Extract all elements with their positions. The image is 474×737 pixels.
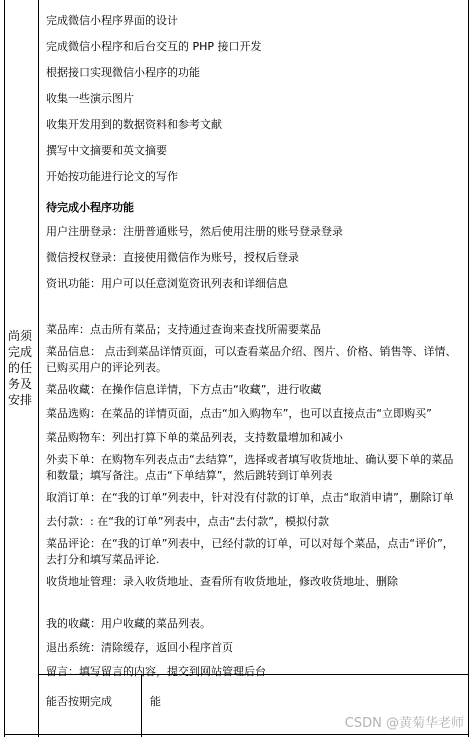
feature-item: 我的收藏：用户收藏的菜品列表。	[46, 617, 211, 630]
section-title: 待完成小程序功能	[46, 201, 134, 214]
feature-item: 收货地址管理：录入收货地址、查看所有收货地址，修改收货地址、删除	[46, 575, 398, 588]
feature-item: 菜品信息： 点击到菜品详情页面，可以查看菜品介绍、图片、价格、销售等、详情、已购买用户的评论列表。	[46, 345, 457, 374]
row-label-line: 的任	[7, 361, 32, 375]
feature-item: 菜品评论：在“我的订单”列表中，已经付款的订单，可以对每个菜品，点击“评价”，去打分和填写菜品评论.	[46, 537, 454, 566]
watermark: CSDN @黄菊华老师	[344, 716, 464, 731]
row-label-line: 务及	[7, 377, 32, 391]
feature-item: 资讯功能：用户可以任意浏览资讯列表和详细信息	[46, 277, 288, 290]
task-item: 完成微信小程序界面的设计	[46, 14, 178, 27]
table-border-left	[4, 0, 5, 737]
table-border-footer-divider	[141, 674, 142, 737]
feature-item: 用户注册登录：注册普通账号，然后使用注册的账号登录登录	[46, 225, 343, 238]
feature-item: 菜品购物车：列出打算下单的菜品列表，支持数量增加和减小	[46, 431, 343, 444]
task-item: 收集一些演示图片	[46, 92, 134, 105]
feature-item: 外卖下单：在购物车列表点击“去结算”，选择或者填写收货地址、确认要下单的菜品和数量；填写备注。点击“下单结算”，然后跳转到订单列表	[46, 453, 454, 482]
feature-item: 菜品选购：在菜品的详情页面，点击“加入购物车”，也可以直接点击“立即购买”	[46, 407, 432, 420]
feature-item: 取消订单：在“我的订单”列表中，针对没有付款的订单，点击“取消申请”，删除订单	[46, 491, 454, 504]
on-time-label: 能否按期完成	[46, 695, 112, 708]
row-label-line: 尚须	[7, 329, 32, 343]
task-item: 收集开发用到的数据资料和参考文献	[46, 118, 222, 131]
feature-item: 微信授权登录：直接使用微信作为账号，授权后登录	[46, 251, 299, 264]
task-item: 开始按功能进行论文的写作	[46, 170, 178, 183]
feature-item: 菜品收藏：在操作信息详情，下方点击“收藏”，进行收藏	[46, 383, 322, 396]
feature-item: 退出系统：清除缓存，返回小程序首页	[46, 641, 233, 654]
task-item: 根据接口实现微信小程序的功能	[46, 66, 200, 79]
row-label-line: 完成	[7, 345, 32, 359]
feature-item: 留言：填写留言的内容，提交到网站管理后台	[46, 665, 266, 678]
feature-item: 去付款：: 在“我的订单”列表中，点击“去付款”，模拟付款	[46, 515, 329, 528]
row-label-line: 安排	[7, 393, 32, 407]
table-border-col-divider	[38, 0, 39, 737]
task-item: 完成微信小程序和后台交互的 PHP 接口开发	[46, 40, 262, 53]
task-item: 撰写中文摘要和英文摘要	[46, 144, 167, 157]
table-border-right	[468, 0, 469, 737]
feature-item: 菜品库：点击所有菜品；支持通过查询来查找所需要菜品	[46, 323, 321, 336]
row-label	[6, 328, 34, 408]
table-border-bottom	[4, 734, 469, 735]
on-time-value: 能	[150, 695, 161, 708]
